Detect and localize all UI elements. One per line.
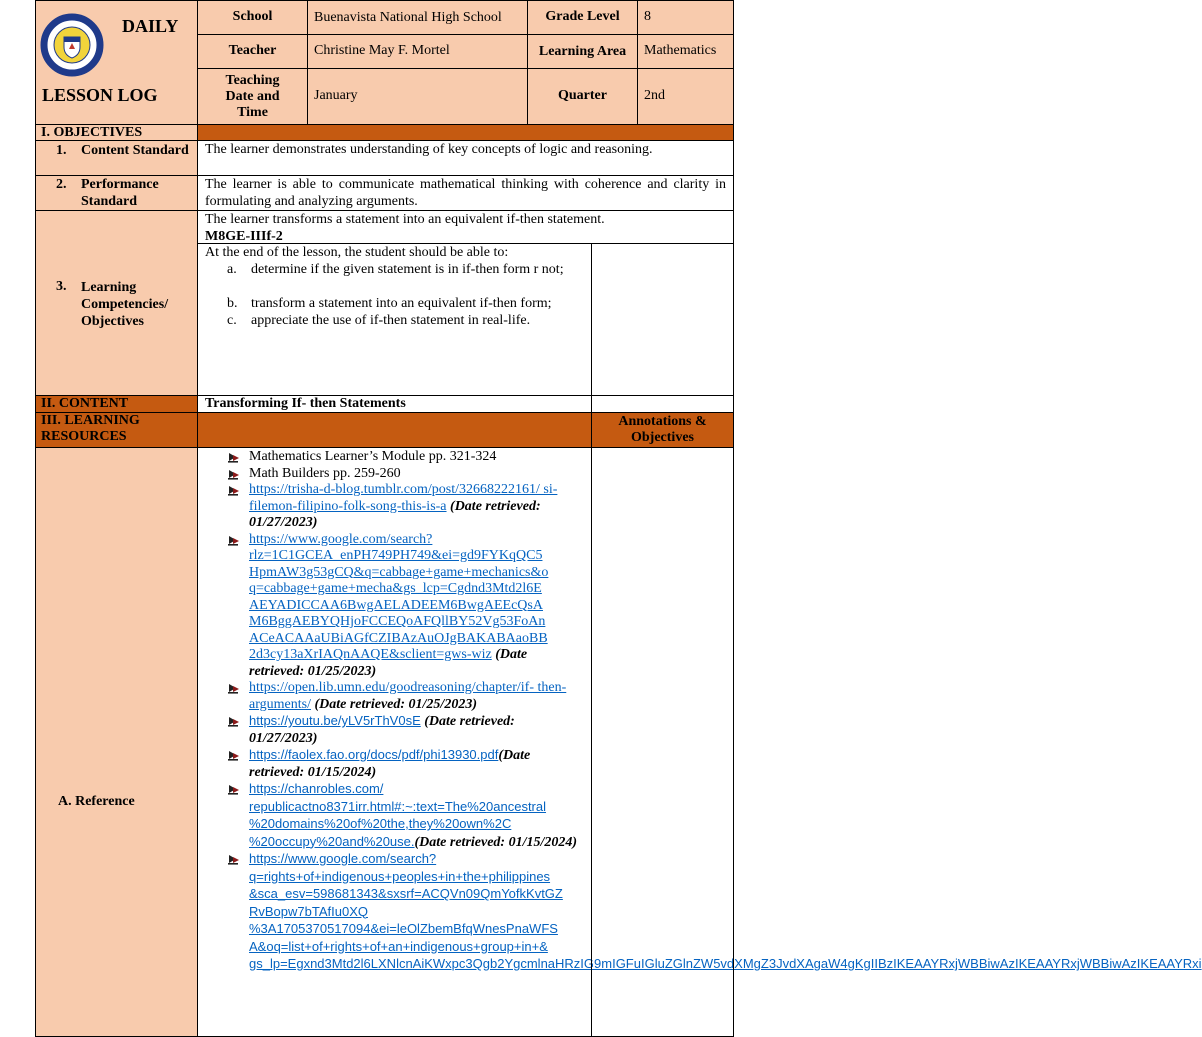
area-label: Learning Area: [527, 34, 638, 69]
reference-text: Mathematics Learner’s Module pp. 321-324: [249, 449, 497, 464]
date-value: January: [307, 68, 528, 125]
reference-link[interactable]: https://www.google.com/search? q=rights+of+indigenous+peoples+in+the+philippines &sca_esv=598681343&sxsrf=ACQVn09QmYofkKvtGZ RvBopw7bTAfIu0XQ %3A1705370517094&ei=leOlZbemBfqWnesPnaWFS A&oq=list+of+rights+of+an+indigenous+group+in+& gs_lp=Egxnd3Mtd2l6LXNlcnAiKWxpc3Qgb2YgcmlnaHRzIG9mIGFuIGluZGlnZW5vdXMgZ3JvdXAgaW4gKgIIBzIKEAAYRxjWBBiwAzIKEAAYRxjWBBiwAzIKEAAYRxi: [249, 851, 1202, 971]
performance-standard-text: The learner is able to communicate mathematical thinking with coherence and clarity in formulating and analyzing arguments.: [197, 175, 734, 211]
date-retrieved-note: (Date retrieved: 01/27/2023): [249, 498, 541, 530]
competencies-num: 3.: [56, 279, 67, 294]
reference-list: [225, 449, 1202, 974]
objective-item-b: b. transform a statement into an equivalent if-then form;: [227, 295, 552, 311]
performance-standard-num: 2.: [56, 177, 67, 192]
quarter-value: 2nd: [637, 68, 734, 125]
date-retrieved-note: (Date retrieved: 01/15/2024): [249, 748, 531, 780]
annotations-heading: Annotations & Objectives: [591, 412, 734, 448]
competencies-label-cell: [35, 210, 198, 396]
reference-item: [225, 482, 583, 532]
arrow-bullet-icon: [227, 450, 241, 464]
reference-text: Math Builders pp. 259-260: [249, 465, 401, 481]
arrow-bullet-icon: [227, 483, 241, 497]
date-retrieved-note: (Date retrieved: 01/27/2023): [249, 714, 515, 746]
reference-link[interactable]: https://trisha-d-blog.tumblr.com/post/32668222161/ si-filemon-filipino-folk-song-this-is-a: [249, 482, 558, 514]
reference-item: [225, 713, 583, 747]
competencies-statement-cell: [197, 210, 734, 244]
reference-item: [225, 532, 583, 681]
content-annotation-cell: [591, 395, 734, 413]
reference-item: [225, 680, 583, 713]
arrow-bullet-icon: [227, 467, 241, 481]
reference-list-cell: [197, 447, 1202, 1037]
competencies-objectives-cell: [197, 243, 592, 396]
school-label: School: [197, 0, 308, 35]
resources-heading: III. LEARNING RESOURCES: [35, 412, 198, 448]
header-title-cell: [35, 0, 198, 125]
grade-label: Grade Level: [527, 0, 638, 35]
reference-link[interactable]: https://chanrobles.com/ republicactno8371irr.html#:~:text=The%20ancestral %20domains%20of%20the,they%20own%2C %20occupy%20and%20use.: [249, 781, 547, 849]
reference-item: [225, 466, 583, 483]
area-value: Mathematics: [637, 34, 734, 69]
title-lesson-log: LESSON LOG: [42, 85, 158, 105]
reference-annotation-cell: [591, 447, 734, 1037]
arrow-bullet-icon: [227, 714, 241, 728]
date-retrieved-note: (Date retrieved: 01/15/2024): [414, 834, 578, 850]
school-value: Buenavista National High School: [307, 0, 528, 35]
competencies-code: M8GE-IIIf-2: [205, 228, 283, 244]
reference-item: [225, 851, 1202, 974]
date-label: Teaching Date and Time: [197, 68, 308, 125]
arrow-bullet-icon: [227, 852, 241, 866]
content-standard-num: 1.: [56, 143, 67, 158]
reference-link[interactable]: https://faolex.fao.org/docs/pdf/phi13930.pdf: [249, 747, 499, 762]
date-retrieved-note: (Date retrieved: 01/25/2023): [249, 647, 528, 679]
competencies-intro: At the end of the lesson, the student should be able to:: [205, 245, 509, 260]
objectives-heading-bar: [197, 124, 734, 141]
arrow-bullet-icon: [227, 748, 241, 762]
reference-link[interactable]: https://www.google.com/search? rlz=1C1GCEA_enPH749PH749&ei=gd9FYKqQC5 HpmAW3g53gCQ&q=cabbage+game+mechanics&o q=cabbage+game+mecha&gs_lcp=Cgdnd3Mtd2l6E AEYADICCAA6BwgAELADEEM6BwgAEEcQsA M6BggAEBYQHjoFCCEQoAFQllBY52Vg53FoAn ACeACAAaUBiAGfCZIBAzAuOJgBAKABAaoBB 2d3cy13aXrIAQnAAQE&sclient=gws-wiz: [249, 531, 549, 662]
objective-item-a: a. determine if the given statement is in if-then form r not;: [227, 261, 564, 277]
title-daily: DAILY: [122, 16, 179, 36]
performance-standard-label-cell: [35, 175, 198, 211]
competencies-statement: The learner transforms a statement into an equivalent if-then statement.: [205, 212, 605, 227]
content-heading: II. CONTENT: [35, 395, 198, 413]
content-standard-label-cell: [35, 140, 198, 176]
date-retrieved-note: (Date retrieved: 01/25/2023): [310, 696, 477, 712]
objectives-heading: I. OBJECTIVES: [35, 124, 198, 141]
arrow-bullet-icon: [227, 681, 241, 695]
reference-label: A. Reference: [58, 794, 135, 809]
reference-label-cell: [35, 447, 198, 1037]
arrow-bullet-icon: [227, 782, 241, 796]
reference-item: [225, 781, 583, 851]
competencies-annotation-cell: [591, 243, 734, 396]
content-text: Transforming If- then Statements: [197, 395, 592, 413]
reference-item: [225, 449, 583, 466]
reference-item: [225, 747, 583, 781]
objective-item-c: c. appreciate the use of if-then statement in real-life.: [227, 312, 531, 328]
performance-standard-label: Performance Standard: [81, 177, 159, 209]
content-standard-label: Content Standard: [81, 143, 189, 158]
reference-link[interactable]: https://open.lib.umn.edu/goodreasoning/chapter/if- then-arguments/: [249, 680, 567, 712]
content-standard-text: The learner demonstrates understanding of key concepts of logic and reasoning.: [197, 140, 734, 176]
quarter-label: Quarter: [527, 68, 638, 125]
reference-link[interactable]: https://youtu.be/yLV5rThV0sE: [249, 713, 421, 728]
resources-heading-bar: [197, 412, 592, 448]
arrow-bullet-icon: [227, 533, 241, 547]
deped-seal-icon: [42, 15, 102, 75]
teacher-label: Teacher: [197, 34, 308, 69]
teacher-value: Christine May F. Mortel: [307, 34, 528, 69]
grade-value: 8: [637, 0, 734, 35]
competencies-label: Learning Competencies/ Objectives: [81, 280, 169, 329]
